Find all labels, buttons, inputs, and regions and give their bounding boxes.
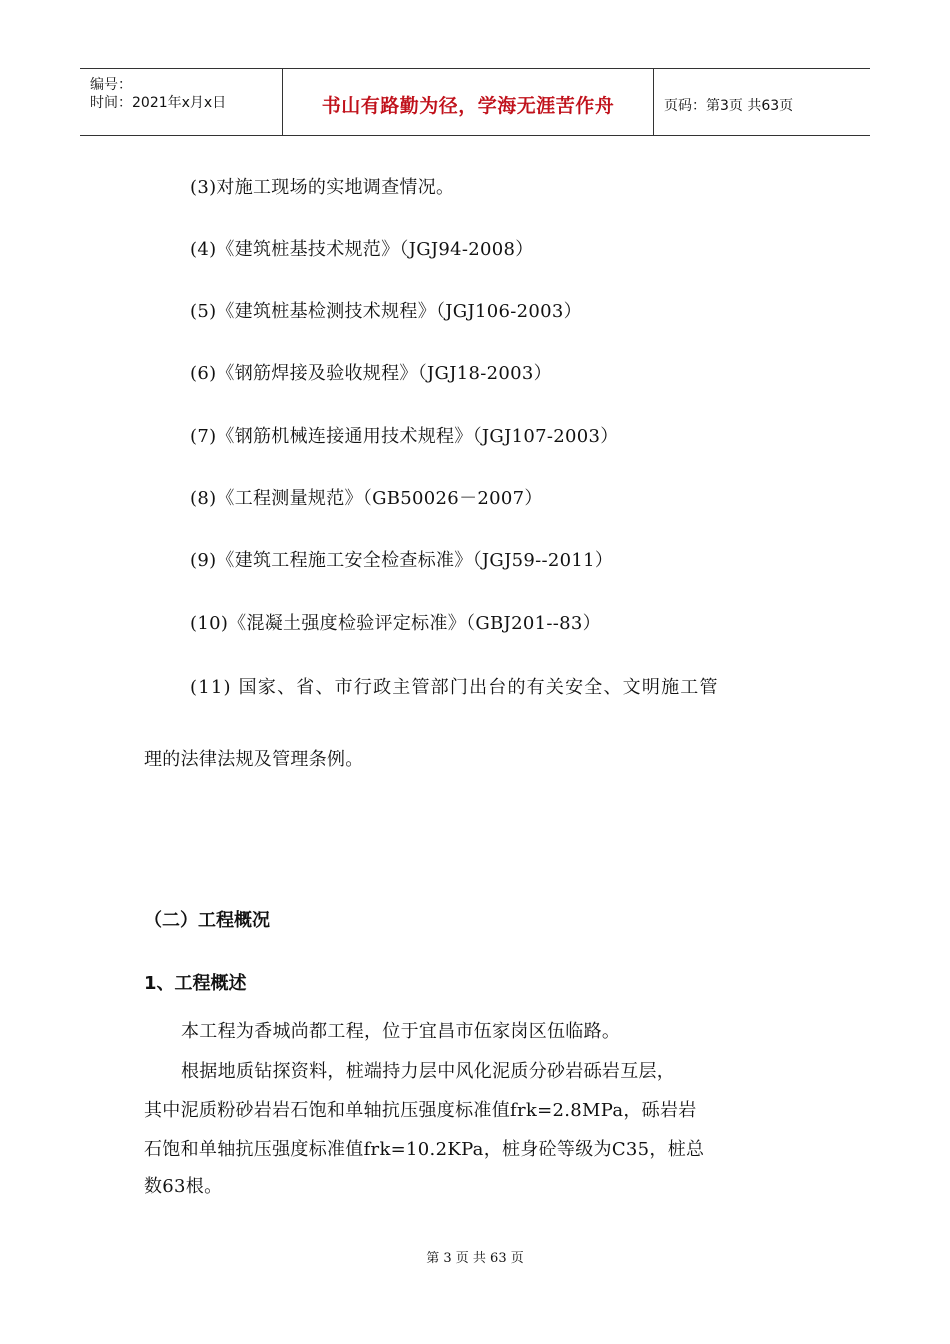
page-header bbox=[80, 68, 870, 136]
reference-item: (4)《建筑桩基技术规范》（JGJ94-2008） bbox=[190, 239, 534, 260]
reference-item-11-line1: (11) 国家、省、市行政主管部门出台的有关安全、文明施工管 bbox=[190, 677, 719, 698]
overview-paragraph-2-line3: 石饱和单轴抗压强度标准值frk=10.2KPa，桩身砼等级为C35，桩总 bbox=[144, 1139, 705, 1160]
overview-paragraph-2-line2: 其中泥质粉砂岩岩石饱和单轴抗压强度标准值frk=2.8MPa，砾岩岩 bbox=[144, 1100, 697, 1121]
header-time-label: 时间：2021年x月x日 bbox=[90, 95, 227, 111]
reference-item-11-line2: 理的法律法规及管理条例。 bbox=[144, 749, 364, 770]
reference-item: (6)《钢筋焊接及验收规程》（JGJ18-2003） bbox=[190, 363, 552, 384]
reference-item: (9)《建筑工程施工安全检查标准》（JGJ59--2011） bbox=[190, 550, 614, 571]
header-page-cell bbox=[654, 69, 870, 135]
reference-item: (5)《建筑桩基检测技术规程》（JGJ106-2003） bbox=[190, 301, 582, 322]
overview-paragraph-2-line4: 数63根。 bbox=[144, 1176, 223, 1197]
reference-item: (10)《混凝土强度检验评定标准》（GBJ201--83） bbox=[190, 613, 601, 634]
overview-paragraph-1: 本工程为香城尚都工程，位于宜昌市伍家岗区伍临路。 bbox=[181, 1021, 621, 1042]
overview-paragraph-2-line1: 根据地质钻探资料，桩端持力层中风化泥质分砂岩砾岩互层， bbox=[181, 1061, 676, 1082]
reference-item: (8)《工程测量规范》（GB50026－2007） bbox=[190, 488, 543, 509]
header-page-info: 页码：第3页 共63页 bbox=[664, 98, 794, 114]
section-title: （二）工程概况 bbox=[144, 910, 270, 931]
reference-item: (3)对施工现场的实地调查情况。 bbox=[190, 177, 455, 198]
header-motto: 书山有路勤为径，学海无涯苦作舟 bbox=[321, 95, 615, 117]
page-footer: 第 3 页 共 63 页 bbox=[426, 1251, 524, 1266]
header-meta bbox=[80, 69, 282, 135]
header-number-label: 编号： bbox=[90, 77, 132, 93]
reference-item: (7)《钢筋机械连接通用技术规程》（JGJ107-2003） bbox=[190, 426, 619, 447]
subsection-title: 1、工程概述 bbox=[144, 973, 247, 994]
header-motto-cell bbox=[282, 69, 654, 135]
